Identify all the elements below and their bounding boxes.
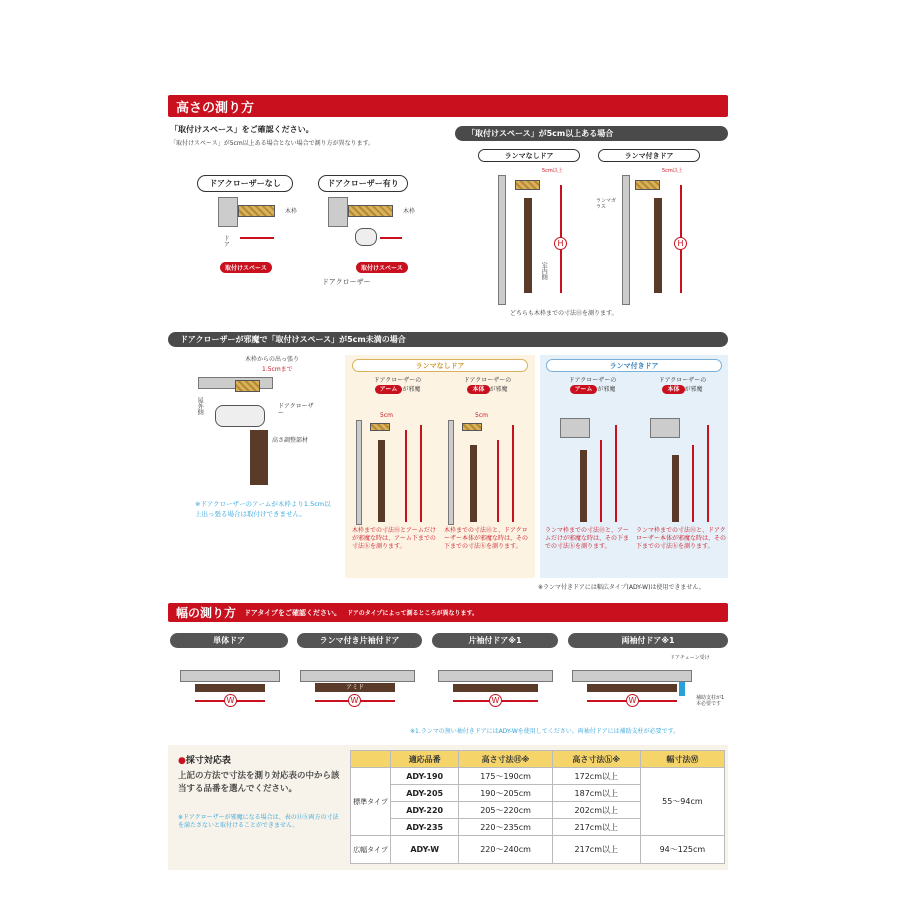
outdoor-label: 屋外側 bbox=[196, 397, 204, 415]
note-arm-transom: ランマ枠までの寸法Ⓗと、アームだけが邪魔な時は、その下までの寸法ⓗを測ります。 bbox=[545, 527, 630, 550]
cell-h: 217cm以上 bbox=[552, 819, 640, 836]
door-screen-diagram bbox=[672, 455, 679, 522]
H-marker: H bbox=[674, 237, 687, 250]
no-transom-label: ランマなしドア bbox=[352, 359, 528, 372]
W-marker: W bbox=[348, 694, 361, 707]
intro-line-1: 「取付けスペース」をご確認ください。 bbox=[170, 125, 314, 134]
header-model: 適応品番 bbox=[391, 751, 459, 768]
protrude-label: 木枠からの出っ張り bbox=[245, 356, 300, 363]
height-arrow bbox=[497, 440, 499, 522]
indoor-label: 室内側 bbox=[540, 262, 548, 280]
door-closer-diagram bbox=[215, 405, 265, 427]
five-cm-label: 5cm bbox=[475, 412, 488, 419]
table-title-text: 採寸対応表 bbox=[185, 756, 231, 766]
space-tag: 取付けスペース bbox=[356, 262, 408, 273]
block-text: が邪魔 bbox=[684, 386, 703, 394]
chain-label: ドアチェーン受け bbox=[670, 655, 710, 661]
under-5cm-header: ドアクローザーが邪魔で「取付けスペース」が5cm未満の場合 bbox=[168, 332, 728, 347]
block-text: が邪魔 bbox=[489, 386, 508, 394]
wood-frame-diagram bbox=[635, 180, 660, 190]
group-wide: 広幅タイプ bbox=[351, 836, 391, 864]
body-tag: 本体 bbox=[662, 385, 684, 394]
wood-frame-diagram bbox=[462, 423, 482, 431]
table-row bbox=[351, 836, 725, 864]
diagram-arm-transom bbox=[550, 377, 635, 393]
door-screen-diagram bbox=[470, 445, 477, 522]
with-transom-label: ランマ付きドア bbox=[598, 149, 700, 162]
header-H: 高さ寸法Ⓗ※ bbox=[459, 751, 552, 768]
note-arm-no-transom: 木枠までの寸法Ⓗとアームだけが邪魔な時は、アーム下までの寸法ⓗを測ります。 bbox=[352, 527, 436, 550]
no-transom-label: ランマなしドア bbox=[478, 149, 580, 162]
diagram-body-transom bbox=[640, 377, 725, 393]
five-cm-label: 5cm以上 bbox=[662, 168, 683, 174]
table-description: 上記の方法で寸法を測り対応表の中から該当する品番を選んでください。 bbox=[178, 771, 340, 794]
height-arrow bbox=[420, 425, 422, 522]
wood-frame-diagram bbox=[238, 205, 275, 217]
cell-h: 217cm以上 bbox=[552, 836, 640, 864]
frame-diagram bbox=[622, 175, 630, 305]
cell-H: 205～220cm bbox=[459, 802, 552, 819]
wood-frame-label: 木枠 bbox=[403, 208, 416, 215]
W-marker: W bbox=[489, 694, 502, 707]
cell-model: ADY-235 bbox=[391, 819, 459, 836]
table-title: ●採寸対応表 bbox=[178, 756, 231, 766]
height-title: 高さの測り方 bbox=[176, 100, 255, 116]
height-arrow bbox=[707, 425, 709, 522]
cell-width-standard: 55～94cm bbox=[640, 768, 724, 836]
cell-h: 202cm以上 bbox=[552, 802, 640, 819]
width-subtitle: ドアタイプをご確認ください。 bbox=[244, 608, 341, 617]
with-transom-label: ランマ付きドア bbox=[546, 359, 722, 372]
door-screen-diagram bbox=[250, 430, 268, 485]
cell-h: 172cm以上 bbox=[552, 768, 640, 785]
door-label: ドア bbox=[222, 235, 230, 247]
blue-note: ※ドアクローザーのアームが木枠より1.5cm以上出っ張る場合は取付けできません。 bbox=[195, 500, 331, 518]
over-5cm-header: 「取付けスペース」が5cm以上ある場合 bbox=[455, 126, 728, 141]
closer-text: ドアクローザーの bbox=[463, 377, 512, 384]
frame-diagram bbox=[498, 175, 506, 305]
frame-diagram bbox=[560, 418, 590, 438]
height-section-header bbox=[168, 95, 728, 117]
wood-frame-diagram bbox=[515, 180, 540, 190]
closer-text: ドアクローザーの bbox=[568, 377, 617, 384]
block-text: が邪魔 bbox=[402, 386, 421, 394]
cell-H: 190～205cm bbox=[459, 785, 552, 802]
intro-line-2: 「取付けスペース」が5cm以上ある場合とない場合で測り方が異なります。 bbox=[170, 140, 375, 147]
body-tag: 本体 bbox=[467, 385, 489, 394]
height-arrow bbox=[615, 425, 617, 522]
door-type-double-side: 両袖付ドア※1 bbox=[568, 633, 728, 648]
amido-label: アミド bbox=[345, 684, 364, 691]
door-type-single-side: 片袖付ドア※1 bbox=[432, 633, 558, 648]
block-text: が邪魔 bbox=[597, 386, 616, 394]
closer-text: ドアクローザーの bbox=[373, 377, 422, 384]
adjust-label: 高さ調整部材 bbox=[272, 437, 309, 444]
sizing-table bbox=[350, 750, 725, 864]
group-standard: 標準タイプ bbox=[351, 768, 391, 836]
protrude-value: 1.5cmまで bbox=[262, 366, 293, 373]
pillar-label: 補助支柱が1本必要です bbox=[696, 695, 725, 707]
door-type-single: 単体ドア bbox=[170, 633, 288, 648]
arm-tag: アーム bbox=[570, 385, 598, 394]
table-note: ※ドアクローザーが邪魔になる場合は、表のⒽⓗ両方の寸法を満たさないと取付けることができません。 bbox=[178, 814, 339, 830]
width-diagram-transom-side bbox=[300, 670, 415, 710]
width-section-header bbox=[168, 603, 728, 622]
width-subtitle-2: ドアのタイプによって測るところが異なります。 bbox=[346, 610, 479, 617]
width-note: ※1.ランマの無い袖付きドアにはADY-Wを使用してください。両袖付ドアには補助支柱が必要です。 bbox=[410, 728, 680, 735]
frame-diagram bbox=[218, 197, 238, 227]
arm-tag: アーム bbox=[375, 385, 403, 394]
table-header-row bbox=[351, 751, 725, 768]
wood-frame-diagram bbox=[370, 423, 390, 431]
door-screen-diagram bbox=[654, 198, 662, 293]
frame-diagram bbox=[650, 418, 680, 438]
note-body-transom: ランマ枠までの寸法Ⓗと、ドアクローザー本体が邪魔な時は、その下までの寸法ⓗを測ります。 bbox=[636, 527, 727, 550]
width-diagram-double-side bbox=[572, 665, 692, 710]
cell-h: 187cm以上 bbox=[552, 785, 640, 802]
width-diagram-single-side bbox=[438, 670, 553, 710]
cell-H: 220～235cm bbox=[459, 819, 552, 836]
note-body-no-transom: 木枠までの寸法Ⓗと、ドアクローザー本体が邪魔な時は、その下までの寸法ⓗを測ります。 bbox=[444, 527, 529, 550]
transom-footnote: ※ランマ付きドアには幅広タイプ(ADY-W)は使用できません。 bbox=[538, 584, 705, 591]
diagram-body-no-transom bbox=[445, 377, 530, 393]
transom-glass-label: ランマガラス bbox=[596, 198, 617, 210]
cell-H: 220～240cm bbox=[459, 836, 552, 864]
diagram-arm-no-transom bbox=[355, 377, 440, 393]
with-closer-label: ドアクローザー有り bbox=[318, 175, 408, 192]
door-screen-diagram bbox=[378, 440, 385, 522]
door-screen-diagram bbox=[580, 450, 587, 522]
over-5cm-note: どちらも木枠までの寸法Ⓗを測ります。 bbox=[510, 310, 618, 317]
cell-model: ADY-205 bbox=[391, 785, 459, 802]
cell-H: 175～190cm bbox=[459, 768, 552, 785]
width-diagram-single bbox=[180, 670, 280, 710]
height-arrow bbox=[405, 430, 407, 522]
cell-model: ADY-W bbox=[391, 836, 459, 864]
wood-frame-label: 木枠 bbox=[285, 208, 298, 215]
space-tag: 取付けスペース bbox=[220, 262, 272, 273]
cell-model: ADY-190 bbox=[391, 768, 459, 785]
no-closer-label: ドアクローザーなし bbox=[197, 175, 293, 192]
closer-label: ドアクローザー bbox=[278, 403, 314, 418]
height-arrow bbox=[692, 445, 694, 522]
space-arrow bbox=[380, 237, 402, 239]
cell-model: ADY-220 bbox=[391, 802, 459, 819]
five-cm-label: 5cm bbox=[380, 412, 393, 419]
door-type-transom-side: ランマ付き片袖付ドア bbox=[297, 633, 422, 648]
wood-frame-diagram bbox=[235, 380, 260, 392]
space-arrow bbox=[240, 237, 274, 239]
header-W: 幅寸法Ⓦ bbox=[640, 751, 724, 768]
closer-text: ドアクローザーの bbox=[658, 377, 707, 384]
height-arrow bbox=[600, 440, 602, 522]
frame-diagram bbox=[356, 420, 362, 525]
table-row bbox=[351, 768, 725, 785]
door-closer-diagram bbox=[355, 228, 377, 246]
door-screen-diagram bbox=[524, 198, 532, 293]
cell-width-wide: 94～125cm bbox=[640, 836, 724, 864]
H-marker: H bbox=[554, 237, 567, 250]
frame-diagram bbox=[328, 197, 348, 227]
W-marker: W bbox=[224, 694, 237, 707]
header-h: 高さ寸法ⓗ※ bbox=[552, 751, 640, 768]
frame-diagram bbox=[448, 420, 454, 525]
closer-label: ドアクローザー bbox=[322, 278, 371, 286]
width-title: 幅の測り方 bbox=[176, 606, 237, 620]
W-marker: W bbox=[626, 694, 639, 707]
five-cm-label: 5cm以上 bbox=[542, 168, 563, 174]
height-arrow bbox=[512, 425, 514, 522]
wood-frame-diagram bbox=[348, 205, 393, 217]
